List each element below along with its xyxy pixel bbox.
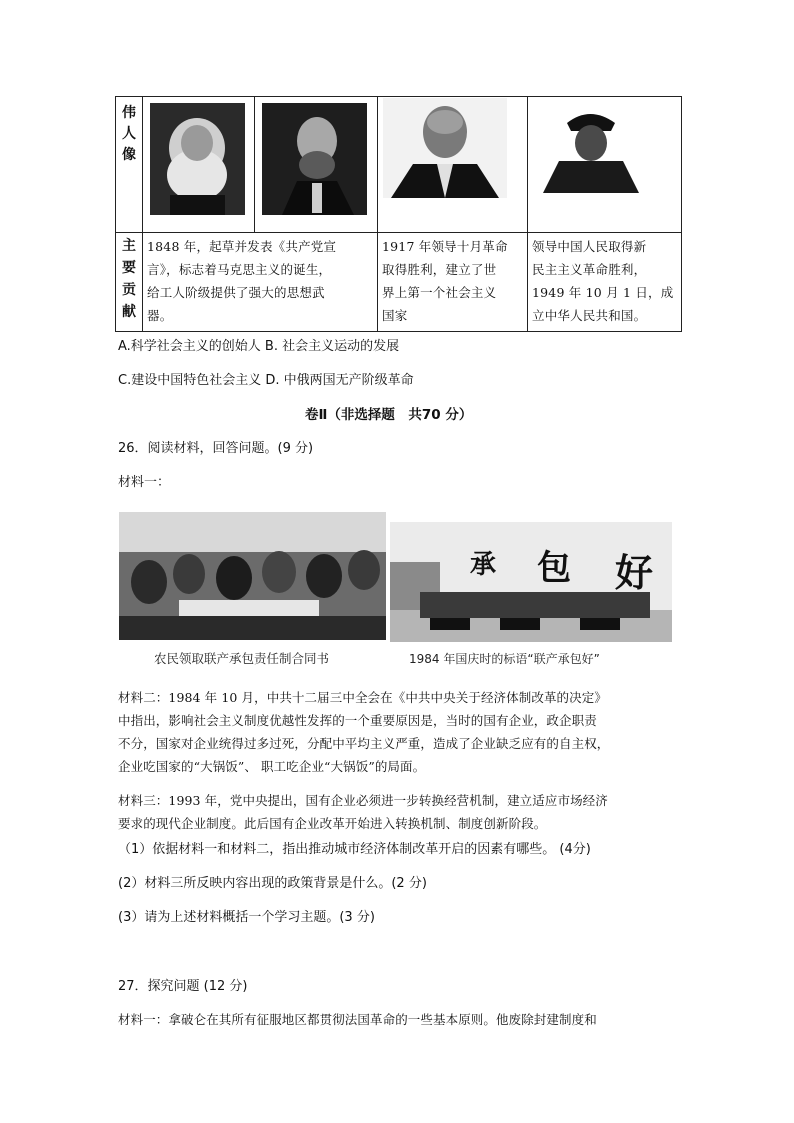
section-title: 卷Ⅱ（非选择题 共70 分） bbox=[305, 407, 473, 423]
row-label-cell-2 bbox=[115, 232, 143, 332]
material2-line: 材料二：1984 年 10 月，中共十二届三中全会在《中共中央关于经济体制改革的决定》 bbox=[118, 690, 607, 705]
q26-heading: 26．阅读材料，回答问题。(9 分) bbox=[118, 441, 314, 456]
contrib-marx-engels bbox=[142, 232, 378, 332]
q26-sub3: (3）请为上述材料概括一个学习主题。(3 分) bbox=[118, 910, 375, 925]
options-line-2: C.建设中国特色社会主义 D. 中俄两国无产阶级革命 bbox=[118, 373, 414, 388]
portrait-marx bbox=[150, 103, 245, 215]
contrib-mao bbox=[527, 232, 682, 332]
contrib3-line: 1917 年领导十月革命 bbox=[382, 239, 508, 254]
options-line-1: A.科学社会主义的创始人 B. 社会主义运动的发展 bbox=[118, 339, 400, 354]
contrib4-line: 立中华人民共和国。 bbox=[532, 308, 647, 323]
contrib3-line: 国家 bbox=[382, 308, 408, 323]
material2-line: 中指出，影响社会主义制度优越性发挥的一个重要原因是，当时的国有企业，政企职责 bbox=[118, 713, 597, 728]
q27-heading: 27．探究问题 (12 分) bbox=[118, 979, 248, 994]
material3-line: 要求的现代企业制度。此后国有企业改革开始进入转换机制、制度创新阶段。 bbox=[118, 816, 547, 831]
slogan-sign-3: 好 bbox=[615, 551, 654, 595]
portrait-engels bbox=[262, 103, 367, 215]
portrait-lenin bbox=[383, 98, 507, 198]
contrib3-line: 界上第一个社会主义 bbox=[382, 285, 497, 300]
contrib4-line: 1949 年 10 月 1 日，成 bbox=[532, 285, 674, 300]
contrib1-line: 器。 bbox=[147, 308, 173, 323]
slogan-sign-1: 承 bbox=[470, 550, 497, 580]
row-label-cell bbox=[115, 96, 143, 233]
photo2-caption: 1984 年国庆时的标语“联产承包好” bbox=[409, 652, 600, 666]
contrib1-line: 给工人阶级提供了强大的思想武 bbox=[147, 285, 325, 300]
contrib3-line: 取得胜利，建立了世 bbox=[382, 262, 497, 277]
q26-sub2: (2）材料三所反映内容出现的政策背景是什么。(2 分) bbox=[118, 876, 427, 891]
contrib1-line: 言》，标志着马克思主义的诞生， bbox=[147, 262, 332, 277]
q26-sub1: （1）依据材料一和材料二，指出推动城市经济体制改革开启的因素有哪些。 (4分) bbox=[118, 842, 591, 857]
slogan-sign-2: 包 bbox=[537, 548, 571, 588]
row1-label bbox=[116, 97, 142, 166]
contrib-lenin bbox=[377, 232, 528, 332]
photo1-caption: 农民领取联产承包责任制合同书 bbox=[154, 651, 330, 666]
contrib4-line: 民主主义革命胜利， bbox=[532, 262, 647, 277]
contrib4-line: 领导中国人民取得新 bbox=[532, 239, 647, 254]
row2-label-text: 主要贡献 bbox=[122, 238, 136, 320]
row1-label-text: 伟人像 bbox=[122, 105, 136, 163]
material2-line: 企业吃国家的“大锅饭”、 职工吃企业“大锅饭”的局面。 bbox=[118, 759, 426, 774]
contrib1-line: 1848 年，起草并发表《共产党宣 bbox=[147, 239, 337, 254]
q27-material1: 材料一：拿破仑在其所有征服地区都贯彻法国革命的一些基本原则。他废除封建制度和 bbox=[118, 1012, 597, 1027]
photo-farmers-contract bbox=[119, 512, 386, 640]
portrait-mao bbox=[537, 103, 643, 193]
material3-line: 材料三：1993 年，党中央提出，国有企业必须进一步转换经营机制，建立适应市场经济 bbox=[118, 793, 608, 808]
material2-line: 不分，国家对企业统得过多过死，分配中平均主义严重，造成了企业缺乏应有的自主权， bbox=[118, 736, 610, 751]
q26-material1-label: 材料一： bbox=[118, 475, 171, 490]
